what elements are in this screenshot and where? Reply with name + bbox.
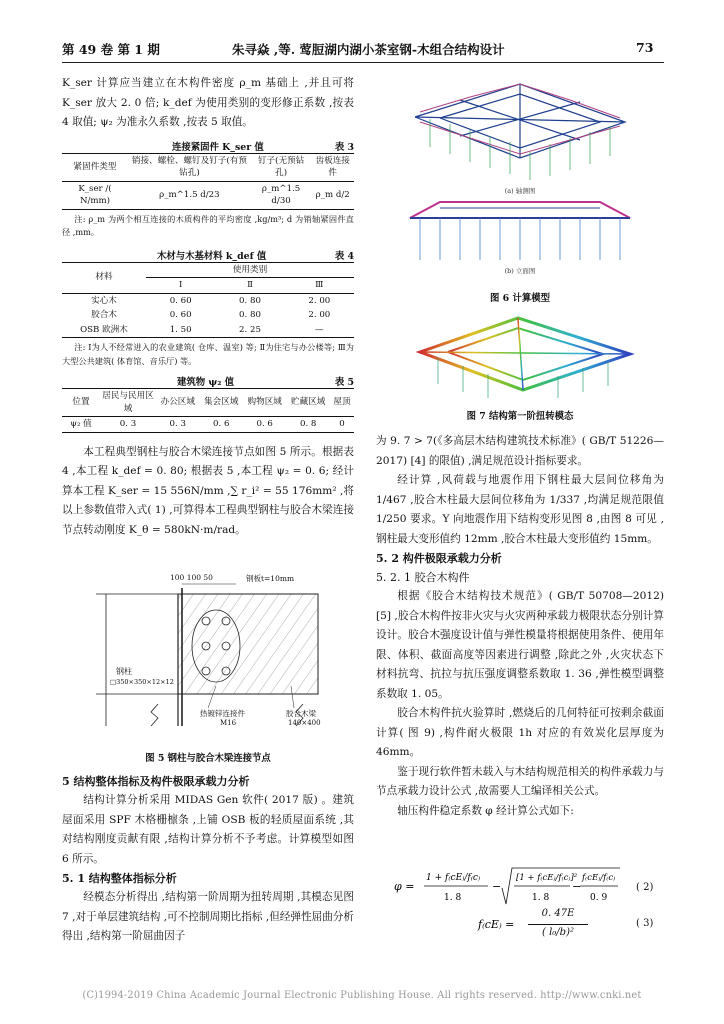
svg-text:1. 8: 1. 8 bbox=[532, 893, 550, 903]
table-cell: ψ₂ 值 bbox=[70, 419, 92, 429]
equation-3-fraction-bar bbox=[528, 924, 588, 925]
table-cell: 紧固件类型 bbox=[73, 161, 117, 172]
table-cell: ρ_m^1.5 d/30 bbox=[261, 183, 301, 206]
table-5 bbox=[62, 374, 354, 433]
table-cell: 办公区域 bbox=[160, 397, 195, 408]
table-4-title: 木材与木基材料 k_def 值 bbox=[157, 250, 267, 262]
table-cell: Ⅲ bbox=[315, 280, 324, 290]
figure-7 bbox=[408, 312, 638, 402]
figure-5 bbox=[96, 573, 326, 736]
table-cell: 销接、螺栓、螺钉及钉子(有预钻孔) bbox=[131, 155, 247, 178]
stability-paragraph: 轴压构件稳定系数 φ 经计算公式如下: bbox=[397, 804, 574, 817]
svg-text:1. 8: 1. 8 bbox=[444, 893, 462, 903]
table-5-title: 建筑物 ψ₂ 值 bbox=[177, 377, 234, 388]
table-cell: 0. 60 bbox=[169, 310, 192, 320]
table-cell: 实心木 bbox=[91, 295, 117, 306]
table-cell: 0. 6 bbox=[256, 419, 273, 429]
equation-3-denominator: ( l₀/b)² bbox=[542, 927, 574, 938]
table-cell: 材料 bbox=[62, 262, 146, 293]
page-number: 73 bbox=[636, 40, 654, 55]
table-cell: ρ_m^1.5 d/23 bbox=[159, 189, 220, 200]
drift-paragraph: 经计算 ,风荷载与地震作用下钢柱最大层间位移角为 1/467 ,胶合木柱最大层间位移角为 1/337 ,均满足规范限值 1/250 要求。Y 向地震作用下结构变形见图 8 ,由图 8 可见 ,钢柱最大变形值约 12mm ,胶合木柱最大变形值约 15mm。 bbox=[376, 474, 664, 545]
table-cell: 2. 00 bbox=[308, 295, 331, 306]
table-cell: 0. 3 bbox=[119, 419, 137, 429]
fire-paragraph: 胶合木构件抗火验算时 ,燃烧后的几何特征可按剩余截面计算( 图 9) ,构件耐火极限 1h 对应的有效炭化层厚度为 46mm。 bbox=[376, 707, 664, 758]
table-cell: 屋顶 bbox=[333, 397, 351, 408]
table-cell: Ⅱ bbox=[247, 280, 253, 290]
table-cell: 使用类别 bbox=[146, 262, 354, 278]
section-5-1-paragraph: 经模态分析得出 ,结构第一阶周期为扭转周期 ,其模态见图 7 ,对于单层建筑结构 ,可不控制周期比指标 ,但经弹性屈曲分析得出 ,结构第一阶屈曲因子 bbox=[62, 891, 354, 942]
svg-text:[1 + f₍cE₎/f₍c₎]²: [1 + f₍cE₎/f₍c₎]² bbox=[516, 873, 578, 883]
table-5-grid bbox=[62, 388, 354, 433]
svg-text:φ =: φ = bbox=[394, 880, 415, 893]
figure-7-caption: 图 7 结构第一阶扭转模态 bbox=[466, 411, 574, 422]
equation-3-number: ( 3) bbox=[636, 918, 654, 929]
table-cell: ρ_m d/2 bbox=[315, 189, 350, 200]
table-cell: — bbox=[315, 324, 324, 335]
formula-paragraph: 鉴于现行软件暂未载入与木结构规范相关的构件承载力与节点承载力设计公式 ,故需要人工编译相关公式。 bbox=[376, 765, 664, 797]
equation-2-formula bbox=[392, 866, 622, 908]
table-cell: 购物区域 bbox=[247, 397, 282, 408]
equation-3-numerator: 0. 47E bbox=[541, 908, 575, 919]
fig5-bolt-size: M16 bbox=[220, 719, 237, 727]
figure-6-caption: 图 6 计算模型 bbox=[490, 293, 550, 304]
table-3-note: 注: ρ_m 为两个相互连接的木质构件的平均密度 ,kg/m³; d 为销轴紧固件直径 ,mm。 bbox=[62, 213, 354, 237]
elevation-model bbox=[400, 200, 640, 262]
node-paragraph: 本工程典型钢柱与胶合木梁连接节点如图 5 所示。根据表 4 ,本工程 k_def = 0. 80; 根据表 5 ,本工程 ψ₂ = 0. 6; 经计算本工程 K_ser = 15 556N/mm ,∑ r_i² = 55 176mm² ,将以上参数值带入式( 1) ,可算得本工程典型钢柱与胶合木梁连接节点转动刚度 K_θ = 580kN·m/rad。 bbox=[62, 445, 354, 536]
table-cell: 位置 bbox=[72, 397, 90, 408]
glulam-paragraph: 根据《胶合木结构技术规范》( GB/T 50708—2012) [5] ,胶合木构件按非火灾与火灾两种承载力极限状态分别计算设计。胶合木强度设计值与弹性模量将根据使用条件、使用年限、体积、截面高度等因素进行调整 ,除此之外 ,火灾状态下材料抗弯、抗拉与抗压强度调整系数取 1. 36 ,弹性模型调整系数取 1. 05。 bbox=[376, 590, 664, 700]
svg-text:f₍cE₎ =: f₍cE₎ = bbox=[478, 918, 515, 931]
table-4-note: 注: Ⅰ为人不经常进入的农业建筑( 仓库、温室) 等; Ⅱ为住宅与办公楼等; Ⅲ为大型公共建筑( 体育馆、音乐厅) 等。 bbox=[62, 342, 354, 366]
table-cell: 0 bbox=[339, 419, 345, 429]
equation-2 bbox=[392, 866, 622, 908]
fig5-beam-label: 胶合木梁 bbox=[286, 709, 316, 718]
table-cell: 0. 60 bbox=[169, 295, 192, 306]
table-cell: K_ser /( N/mm) bbox=[78, 183, 112, 206]
table-cell: 0. 3 bbox=[169, 419, 186, 429]
section-5-paragraph: 结构计算分析采用 MIDAS Gen 软件( 2017 版) 。建筑屋面采用 SPF 木格栅檩条 ,上铺 OSB 板的轻质屋面系统 ,其对结构刚度贡献有限 ,结构计算分析不予考虑。计算模型如图 6 所示。 bbox=[62, 794, 354, 865]
figure-6a-label: (a) 轴测图 bbox=[504, 187, 536, 195]
table-cell: 贮藏区域 bbox=[291, 397, 326, 408]
table-4-grid bbox=[62, 262, 354, 339]
svg-text:−: − bbox=[572, 880, 582, 893]
svg-text:f₍cE₎/f₍c₎: f₍cE₎/f₍c₎ bbox=[582, 873, 616, 883]
section-5-2-1-title: 5. 2. 1 胶合木构件 bbox=[376, 571, 470, 584]
fig5-column-size: □350×350×12×12 bbox=[110, 678, 174, 686]
svg-text:0. 9: 0. 9 bbox=[590, 893, 608, 903]
left-column bbox=[62, 74, 354, 540]
intro-paragraph: K_ser 计算应当建立在木构件密度 ρ_m 基础上 ,并且可将 K_ser 放大 2. 0 倍; k_def 为使用类别的变形修正系数 ,按表 4 取值; ψ₂ 为准永久系数 ,按表 5 取值。 bbox=[62, 77, 354, 128]
fig5-dims: 100 100 50 bbox=[170, 573, 213, 582]
table-cell: 0. 80 bbox=[239, 295, 261, 306]
table-cell: 居民与民用区域 bbox=[102, 391, 154, 414]
journal-issue: 第 49 卷 第 1 期 bbox=[62, 42, 160, 57]
table-4-label: 表 4 bbox=[334, 250, 354, 262]
table-5-label: 表 5 bbox=[334, 377, 354, 388]
table-cell: 0. 6 bbox=[213, 419, 230, 429]
table-3-label: 表 3 bbox=[334, 141, 354, 153]
equation-2-number: ( 2) bbox=[636, 882, 654, 893]
table-cell: 齿板连接件 bbox=[315, 155, 350, 178]
table-cell: 2. 25 bbox=[239, 324, 261, 335]
torsion-mode-plot bbox=[408, 312, 638, 402]
table-cell: Ⅰ bbox=[178, 280, 183, 290]
svg-text:−: − bbox=[492, 880, 502, 893]
axonometric-model bbox=[400, 72, 640, 182]
right-column-text bbox=[376, 432, 664, 821]
fig5-beam-size: 140×400 bbox=[288, 719, 321, 727]
glulam-beam-shape bbox=[178, 594, 318, 694]
section-5-1-title: 5. 1 结构整体指标分析 bbox=[62, 872, 177, 885]
table-cell: 胶合木 bbox=[91, 310, 117, 320]
table-cell: 集会区域 bbox=[204, 397, 239, 408]
table-4 bbox=[62, 248, 354, 369]
header-rule bbox=[62, 62, 664, 63]
fig5-plate-label: 钢板t=10mm bbox=[246, 574, 295, 583]
equation-3 bbox=[476, 906, 596, 946]
left-column-bottom bbox=[62, 772, 354, 947]
figure-5-caption: 图 5 钢柱与胶合木梁连接节点 bbox=[145, 753, 271, 764]
table-3-grid bbox=[62, 153, 354, 210]
table-cell: OSB 欧洲木 bbox=[80, 324, 128, 335]
copyright-footer: (C)1994-2019 China Academic Journal Electronic Publishing House. All rights reserved. http://www.cnki.net bbox=[82, 990, 642, 1001]
table-cell: 钉子(无预钻孔) bbox=[257, 155, 305, 178]
running-title: 朱寻焱 ,等. 莺脰湖内湖小茶室钢-木组合结构设计 bbox=[232, 42, 505, 57]
section-5-2-title: 5. 2 构件极限承载力分析 bbox=[376, 552, 502, 565]
table-cell: 0. 8 bbox=[299, 419, 317, 429]
fig5-bolt-label: 热镀锌连接件 bbox=[200, 709, 245, 718]
svg-text:1 + f₍cE₎/f₍c₎: 1 + f₍cE₎/f₍c₎ bbox=[426, 873, 481, 883]
section-5-title: 5 结构整体指标及构件极限承载力分析 bbox=[62, 775, 250, 788]
figure-6b-label: (b) 立面图 bbox=[504, 267, 536, 275]
table-cell: 2. 00 bbox=[308, 310, 331, 320]
table-cell: 0. 80 bbox=[239, 310, 261, 320]
table-3-title: 连接紧固件 K_ser 值 bbox=[172, 141, 264, 153]
buckling-paragraph: 为 9. 7 > 7(《多高层木结构建筑技术标准》( GB/T 51226—2017) [4] 的限值) ,满足规范设计指标要求。 bbox=[376, 435, 664, 467]
figure-6a bbox=[400, 72, 640, 182]
figure-6b bbox=[400, 200, 640, 262]
fig5-column-label: 钢柱 bbox=[116, 667, 132, 676]
table-cell: 1. 50 bbox=[169, 324, 192, 335]
table-3 bbox=[62, 139, 354, 240]
